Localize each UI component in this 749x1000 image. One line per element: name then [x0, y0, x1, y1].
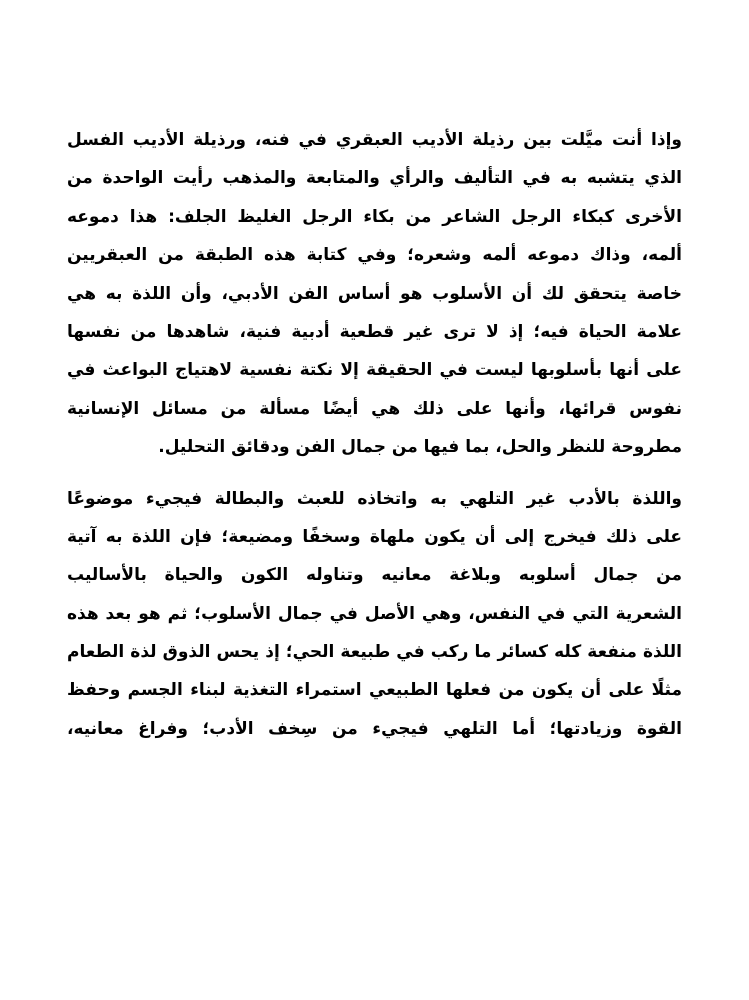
text-line: علامة الحياة فيه؛ إذ لا ترى غير قطعية أدبية فنية، شاهدها من نفسها — [67, 321, 682, 342]
text-line: الذي يتشبه به في التأليف والرأي والمتابعة والمذهب رأيت الواحدة من — [67, 168, 682, 189]
text-line: القوة وزيادتها؛ أما التلهي فيجيء من سِخف الأدب؛ وفراغ معانيه، — [67, 718, 682, 739]
text-line: مطروحة للنظر والحل، بما فيها من جمال الفن ودقائق التحليل. — [158, 437, 682, 458]
text-line: اللذة منفعة كله كسائر ما ركب في طبيعة الحي؛ إذ يحس الذوق لذة الطعام — [67, 642, 682, 663]
text-line: الأخرى كبكاء الرجل الشاعر من بكاء الرجل الغليظ الجلف: هذا دموعه — [67, 206, 682, 227]
text-line: من جمال أسلوبه وبلاغة معانيه وتناوله الكون والحياة بالأساليب — [67, 565, 682, 586]
text-line: الشعرية التي في النفس، وهي الأصل في جمال الأسلوب؛ ثم هو بعد هذه — [67, 603, 682, 624]
document-page — [67, 121, 682, 748]
paragraph-2 — [67, 480, 682, 749]
text-line: ألمه، وذاك دموعه ألمه وشعره؛ وفي كتابة هذه الطبقة من العبقريين — [67, 245, 682, 266]
text-line: مثلًا على أن يكون من فعلها الطبيعي استمراء التغذية لبناء الجسم وحفظ — [67, 680, 682, 701]
text-line: على ذلك فيخرج إلى أن يكون ملهاة وسخفًا ومضيعة؛ فإن اللذة به آتية — [67, 526, 682, 547]
text-line: وإذا أنت ميَّلت بين رذيلة الأديب العبقري في فنه، ورذيلة الأديب الفسل — [67, 130, 682, 150]
paragraph-gap — [67, 467, 682, 480]
text-line: على أنها بأسلوبها ليست في الحقيقة إلا نكتة نفسية لاهتياج البواعث في — [67, 360, 682, 381]
paragraph-1 — [67, 121, 682, 467]
text-line: خاصة يتحقق لك أن الأسلوب هو أساس الفن الأدبي، وأن اللذة به هي — [67, 283, 682, 304]
text-line: نفوس قرائها، وأنها على ذلك هي أيضًا مسألة من مسائل الإنسانية — [67, 398, 682, 419]
text-line: واللذة بالأدب غير التلهي به واتخاذه للعبث والبطالة فيجيء موضوعًا — [67, 488, 682, 509]
